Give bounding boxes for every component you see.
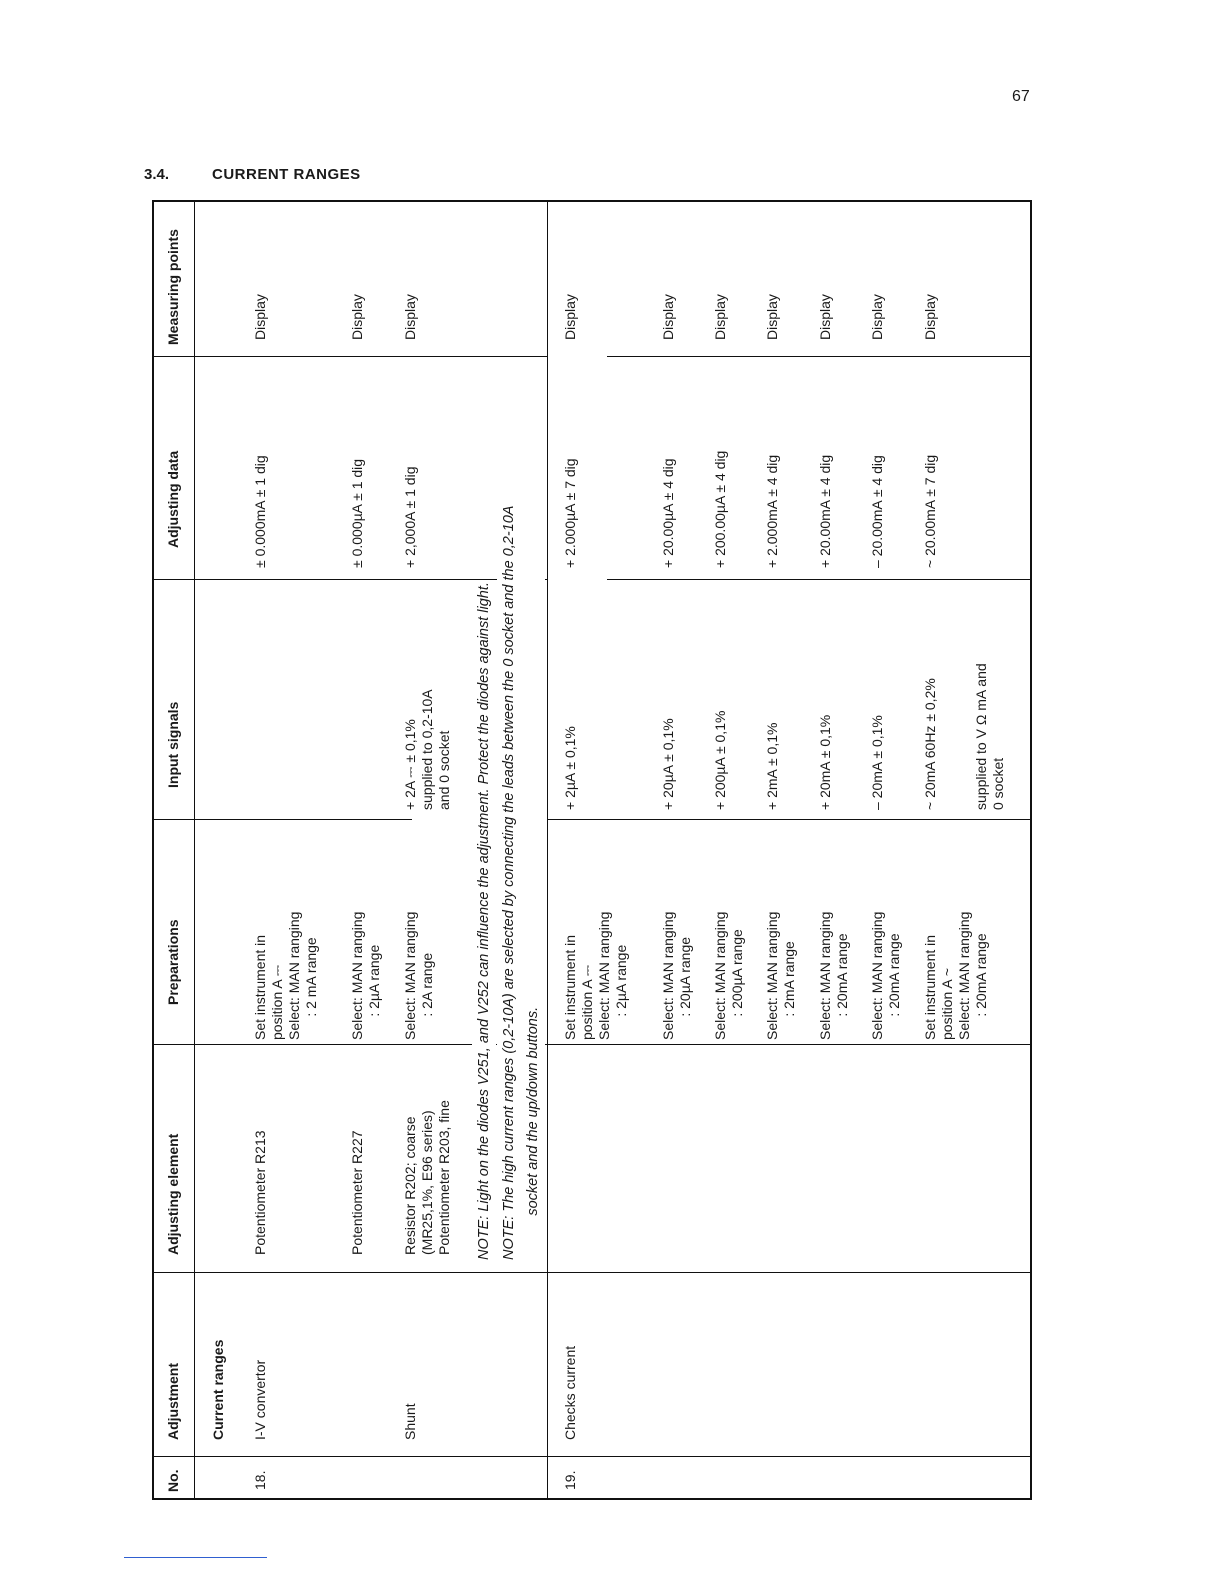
section-title: CURRENT RANGES xyxy=(212,166,361,183)
measuring-point: Display xyxy=(817,294,833,340)
adjusting-data: ± 0.000µA ± 1 dig xyxy=(349,458,365,568)
measuring-point: Display xyxy=(869,294,885,340)
adjusting-data: + 2,000A ± 1 dig xyxy=(402,466,418,568)
preparations-text: Select: MAN ranging : 20mA range xyxy=(869,911,902,1040)
group-title: Current ranges xyxy=(210,1339,226,1440)
input-signal: + 2µA ± 0,1% xyxy=(562,726,578,810)
measuring-point: Display xyxy=(712,294,728,340)
input-signal: + 2A ⎓ ± 0,1% supplied to 0,2-10A and 0 socket xyxy=(402,689,452,810)
adjusting-data: ± 0.000mA ± 1 dig xyxy=(252,455,268,568)
column-rule xyxy=(607,356,1032,357)
input-signal: + 20mA ± 0,1% xyxy=(817,714,833,810)
column-rule xyxy=(547,819,1032,820)
preparations-text: Select: MAN ranging : 2A range xyxy=(402,911,435,1040)
preparations-text: Select: MAN ranging : 2mA range xyxy=(764,911,797,1040)
input-signal: + 200µA ± 0,1% xyxy=(712,710,728,810)
adjustment-name: I-V convertor xyxy=(252,1359,268,1440)
measuring-point: Display xyxy=(402,294,418,340)
adjustment-table xyxy=(152,200,1032,1500)
row-separator xyxy=(547,200,548,1500)
adjusting-data: + 2.000µA ± 7 dig xyxy=(562,458,578,568)
row-number: 19. xyxy=(562,1470,578,1490)
header-adjustment: Adjustment xyxy=(165,1363,181,1440)
adjustment-name: Shunt xyxy=(402,1403,418,1440)
measuring-point: Display xyxy=(349,294,365,340)
column-rule xyxy=(152,1272,1032,1273)
adjusting-data: + 20.00mA ± 4 dig xyxy=(817,454,833,568)
preparations-text: Select: MAN ranging : 20mA range xyxy=(817,911,850,1040)
note-high-current: NOTE: The high current ranges (0,2-10A) are selected by connecting the leads between the 0 socket and the 0,2-10A socket and the up/down buttons. xyxy=(497,506,545,1260)
column-rule xyxy=(607,579,1032,580)
page-number: 67 xyxy=(1012,88,1030,105)
adjusting-element: Potentiometer R213 xyxy=(252,1130,268,1255)
preparations-text: Set instrument in position A ~ Select: MAN ranging : 20mA range xyxy=(922,911,989,1040)
header-rule xyxy=(194,200,195,1500)
header-adjusting-element: Adjusting element xyxy=(165,1133,181,1255)
adjusting-data: ~ 20.00mA ± 7 dig xyxy=(922,454,938,568)
preparations-text: Select: MAN ranging : 20µA range xyxy=(660,911,693,1040)
header-input-signals: Input signals xyxy=(165,701,181,788)
header-measuring-points: Measuring points xyxy=(165,229,181,345)
adjusting-data: + 200.00µA ± 4 dig xyxy=(712,450,728,568)
adjusting-data: + 2.000mA ± 4 dig xyxy=(764,454,780,568)
header-no: No. xyxy=(165,1469,181,1492)
section-number: 3.4. xyxy=(144,166,170,183)
measuring-point: Display xyxy=(764,294,780,340)
column-rule xyxy=(152,1044,1032,1045)
header-preparations: Preparations xyxy=(165,919,181,1005)
column-rule xyxy=(152,356,547,357)
column-rule xyxy=(152,579,547,580)
footer-rule xyxy=(124,1557,267,1558)
preparations-text: Set instrument in position A ⎓ Select: MAN ranging : 2µA range xyxy=(562,911,629,1040)
input-signal: + 20µA ± 0,1% xyxy=(660,718,676,810)
preparations-text: Set instrument in position A ⎓ Select: MAN ranging : 2 mA range xyxy=(252,911,319,1040)
measuring-point: Display xyxy=(922,294,938,340)
measuring-point: Display xyxy=(252,294,268,340)
input-signal: – 20mA ± 0,1% xyxy=(869,715,885,810)
header-adjusting-data: Adjusting data xyxy=(165,450,181,548)
measuring-point: Display xyxy=(660,294,676,340)
column-rule xyxy=(152,1456,1032,1457)
row-number: 18. xyxy=(252,1470,268,1490)
input-signal: + 2mA ± 0,1% xyxy=(764,722,780,810)
adjusting-data: – 20.00mA ± 4 dig xyxy=(869,455,885,568)
preparations-text: Select: MAN ranging : 2µA range xyxy=(349,911,382,1040)
preparations-text: Select: MAN ranging : 200µA range xyxy=(712,911,745,1040)
adjusting-element: Resistor R202; coarse (MR25,1%, E96 series) Potentiometer R203, fine xyxy=(402,1100,452,1255)
table-frame xyxy=(152,200,1032,1500)
input-signal: ~ 20mA 60Hz ± 0,2% supplied to V Ω mA and 0 socket xyxy=(922,663,1006,810)
column-rule xyxy=(152,819,412,820)
adjustment-name: Checks current xyxy=(562,1345,578,1440)
adjusting-element: Potentiometer R227 xyxy=(349,1130,365,1255)
adjusting-data: + 20.00µA ± 4 dig xyxy=(660,458,676,568)
measuring-point: Display xyxy=(562,294,578,340)
note-diodes: NOTE: Light on the diodes V251, and V252 can influence the adjustment. Protect the diodes against light. xyxy=(472,582,496,1260)
